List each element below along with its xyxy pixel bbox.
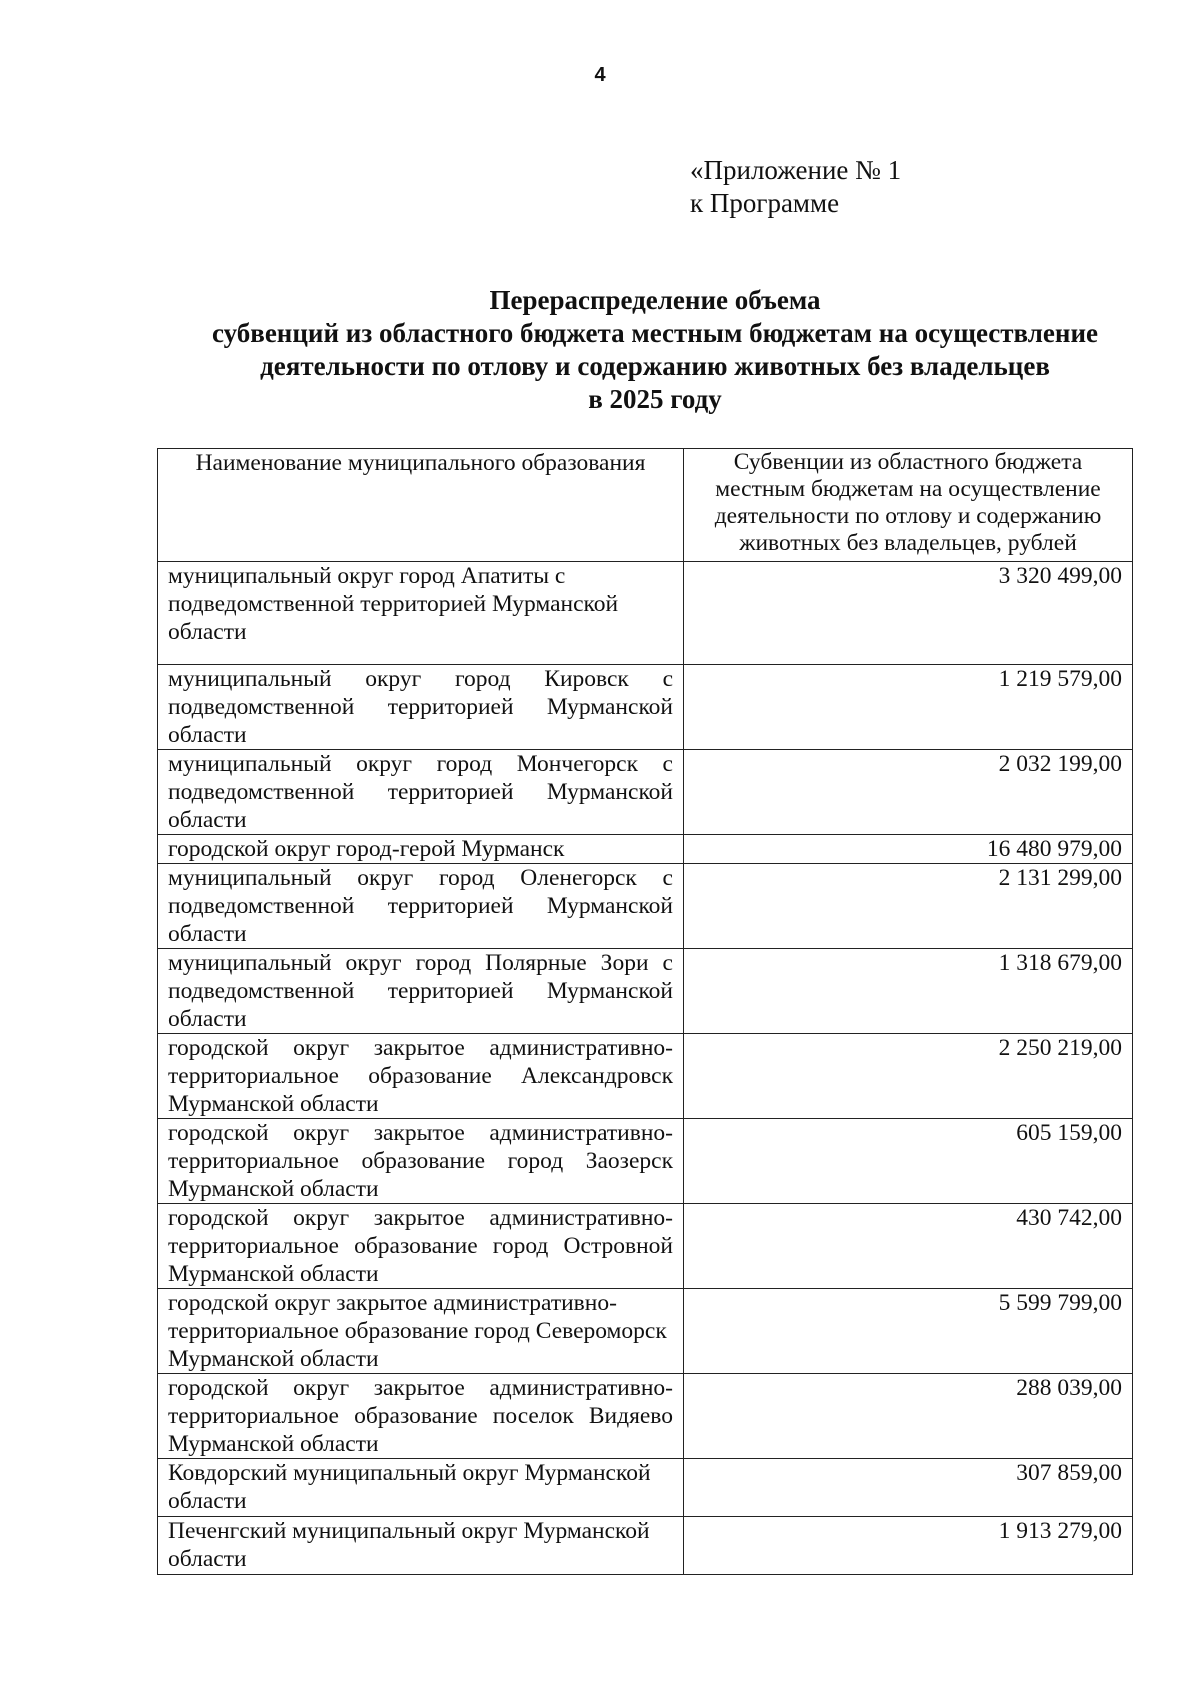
municipality-name: городской округ закрытое административно-территориальное образование город Североморск Мурманской области — [158, 1289, 684, 1374]
table-row — [158, 1459, 1133, 1517]
municipality-name: городской округ город-герой Мурманск — [158, 835, 684, 864]
table-row — [158, 1119, 1133, 1204]
subsidies-table — [157, 448, 1133, 1575]
table-row — [158, 562, 1133, 665]
table-row — [158, 1517, 1133, 1575]
table-row — [158, 835, 1133, 864]
table-row — [158, 1204, 1133, 1289]
municipality-name: городской округ закрытое административно-территориальное образование поселок Видяево Мурманской области — [158, 1374, 684, 1459]
subsidy-amount: 2 250 219,00 — [684, 1034, 1133, 1119]
title-line: в 2025 году — [588, 384, 722, 414]
subsidy-amount: 1 318 679,00 — [684, 949, 1133, 1034]
appendix-line: к Программе — [690, 188, 840, 218]
document-title — [150, 284, 1160, 416]
municipality-name: муниципальный округ город Оленегорск с подведомственной территорией Мурманской области — [158, 864, 684, 949]
municipality-name: муниципальный округ город Апатиты с подведомственной территорией Мурманской области — [158, 562, 684, 665]
appendix-line: «Приложение № 1 — [690, 155, 902, 185]
title-line: Перераспределение объема — [489, 285, 821, 315]
municipality-name: муниципальный округ город Кировск с подведомственной территорией Мурманской области — [158, 665, 684, 750]
table-row — [158, 1034, 1133, 1119]
subsidy-amount: 430 742,00 — [684, 1204, 1133, 1289]
table-row — [158, 665, 1133, 750]
table-header-row — [158, 449, 1133, 562]
table-row — [158, 864, 1133, 949]
subsidy-amount: 5 599 799,00 — [684, 1289, 1133, 1374]
subsidy-amount: 1 219 579,00 — [684, 665, 1133, 750]
title-line: деятельности по отлову и содержанию животных без владельцев — [260, 351, 1050, 381]
municipality-name: Ковдорский муниципальный округ Мурманской области — [158, 1459, 684, 1517]
table-row — [158, 1289, 1133, 1374]
municipality-name: городской округ закрытое административно-территориальное образование Александровск Мурманской области — [158, 1034, 684, 1119]
subsidy-amount: 2 032 199,00 — [684, 750, 1133, 835]
subsidy-amount: 307 859,00 — [684, 1459, 1133, 1517]
municipality-name: городской округ закрытое административно-территориальное образование город Заозерск Мурманской области — [158, 1119, 684, 1204]
subsidy-amount: 2 131 299,00 — [684, 864, 1133, 949]
table-row — [158, 949, 1133, 1034]
subsidy-amount: 1 913 279,00 — [684, 1517, 1133, 1575]
title-line: субвенций из областного бюджета местным бюджетам на осуществление — [211, 318, 1099, 348]
municipality-name: муниципальный округ город Полярные Зори с подведомственной территорией Мурманской области — [158, 949, 684, 1034]
page-number: 4 — [594, 64, 606, 86]
column-header-subsidy: Субвенции из областного бюджета местным бюджетам на осуществление деятельности по отлову и содержанию животных без владельцев, рублей — [684, 449, 1133, 562]
appendix-reference — [690, 154, 901, 220]
subsidy-amount: 288 039,00 — [684, 1374, 1133, 1459]
subsidy-amount: 605 159,00 — [684, 1119, 1133, 1204]
subsidy-amount: 3 320 499,00 — [684, 562, 1133, 665]
subsidy-amount: 16 480 979,00 — [684, 835, 1133, 864]
column-header-municipality: Наименование муниципального образования — [158, 449, 684, 562]
municipality-name: Печенгский муниципальный округ Мурманской области — [158, 1517, 684, 1575]
table-row — [158, 750, 1133, 835]
municipality-name: муниципальный округ город Мончегорск с подведомственной территорией Мурманской области — [158, 750, 684, 835]
municipality-name: городской округ закрытое административно-территориальное образование город Островной Мурманской области — [158, 1204, 684, 1289]
table-row — [158, 1374, 1133, 1459]
